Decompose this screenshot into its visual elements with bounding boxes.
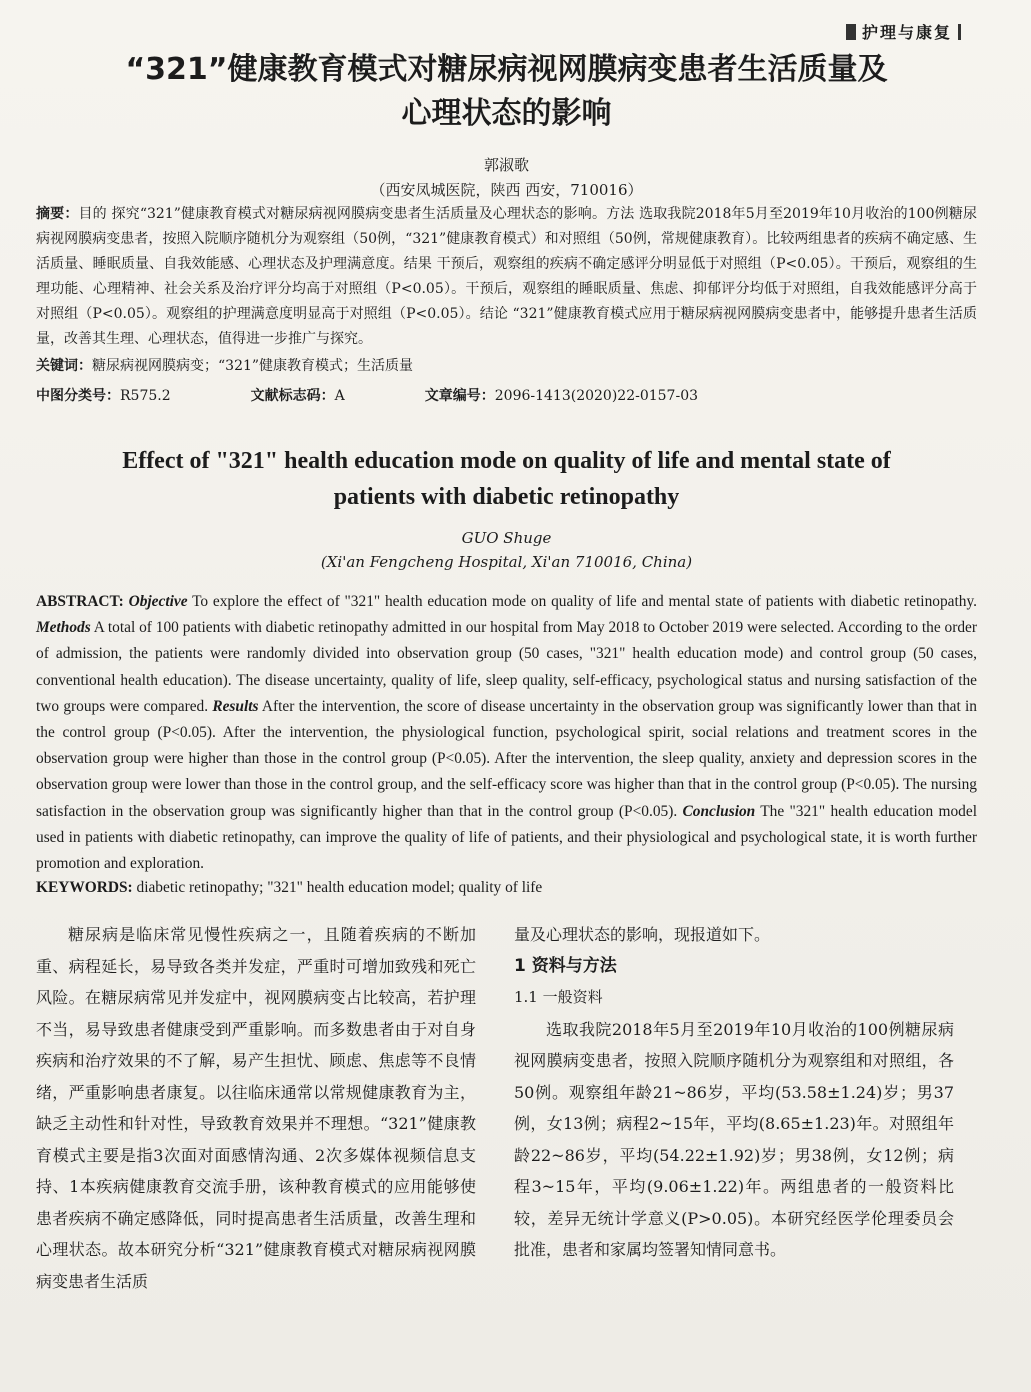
chinese-keywords-text: 糖尿病视网膜病变；“321”健康教育模式；生活质量	[92, 358, 414, 374]
english-keywords-label: KEYWORDS:	[36, 879, 133, 897]
chinese-keywords	[36, 354, 977, 379]
english-abstract	[36, 589, 977, 877]
clc-value: R575.2	[120, 388, 171, 404]
doc-code-label: 文献标志码：	[250, 388, 335, 404]
objective-text: To explore the effect of "321" health education mode on quality of life and mental state of patients with diabetic retinopathy.	[192, 593, 977, 610]
section-tag: 护理与康复	[846, 20, 961, 43]
doc-code-value: A	[334, 388, 345, 404]
intro-paragraph: 糖尿病是临床常见慢性疾病之一，且随着疾病的不断加重、病程延长，易导致各类并发症，严重时可增加致残和死亡风险。在糖尿病常见并发症中，视网膜病变占比较高，若护理不当，易导致患者健康受到严重影响。而多数患者由于对自身疾病和治疗效果的不了解，易产生担忧、顾虑、焦虑等不良情绪，严重影响患者康复。以往临床通常以常规健康教育为主，缺乏主动性和针对性，导致教育效果并不理想。“321”健康教育模式主要是指3次面对面感情沟通、2次多媒体视频信息支持、1本疾病健康教育交流手册，该种教育模式的应用能够使患者疾病不确定感降低，同时提高患者生活质量，改善生理和心理状态。故本研究分析“321”健康教育模式对糖尿病视网膜病变患者生活质	[36, 925, 476, 1291]
english-title-line2: patients with diabetic retinopathy	[333, 484, 680, 510]
chinese-abstract-label: 摘要：	[36, 206, 79, 222]
body-columns	[36, 919, 977, 1297]
english-author: GUO Shuge	[461, 529, 552, 547]
intro-continuation: 量及心理状态的影响，现报道如下。	[514, 925, 771, 945]
english-title	[36, 443, 977, 515]
left-column	[36, 919, 476, 1297]
chinese-title-line2: 心理状态的影响	[401, 96, 612, 131]
methods-label: Methods	[36, 619, 91, 637]
results-text: After the intervention, the score of disease uncertainty in the observation group was significantly lower than that in the control group (P<0.05). After the intervention, the physiological function, psychological spirit, social relations and treatment scores in the observation group were higher than those in the control group (P<0.05). After the intervention, the sleep quality, anxiety and depression scores in the observation group were lower than those in the control group, and the self-efficacy score was higher than that in the control group (P<0.05). The nursing satisfaction in the observation group was significantly higher than that in the control group (P<0.05).	[36, 697, 977, 820]
section-heading-1-1: 1.1 一般资料	[514, 988, 603, 1007]
objective-label: Objective	[128, 593, 188, 610]
english-keywords	[36, 879, 977, 897]
chinese-title-line1: “321”健康教育模式对糖尿病视网膜病变患者生活质量及	[125, 52, 888, 87]
english-title-line1: Effect of "321" health education mode on quality of life and mental state of	[122, 448, 891, 474]
methods-text: A total of 100 patients with diabetic retinopathy admitted in our hospital from May 2018 to October 2019 were selected. According to the order of admission, the patients were randomly divided into observation group (50 cases, "321" health education mode) and control group (50 cases, conventional health education). The disease uncertainty, quality of life, sleep quality, self-efficacy, psychological status and nursing satisfaction of the two groups were compared.	[36, 619, 978, 715]
article-no-value: 2096-1413(2020)22-0157-03	[494, 388, 699, 404]
article-no-label: 文章编号：	[424, 388, 495, 404]
conclusion-label: Conclusion	[682, 802, 756, 820]
chinese-author: 郭淑歌	[483, 156, 529, 174]
english-abstract-label: ABSTRACT:	[36, 593, 124, 610]
section-heading-1: 1 资料与方法	[514, 955, 617, 976]
conclusion-text: The "321" health education model used in patients with diabetic retinopathy, can improve the quality of life of patients, and their physiological and psychological state, it is worth further promotion and exploration.	[36, 802, 977, 873]
chinese-keywords-label: 关键词：	[36, 358, 92, 374]
english-keywords-text: diabetic retinopathy; "321" health education model; quality of life	[136, 879, 543, 897]
chinese-abstract-text: 目的 探究“321”健康教育模式对糖尿病视网膜病变患者生活质量及心理状态的影响。方法 选取我院2018年5月至2019年10月收治的100例糖尿病视网膜病变患者，按照入院顺序随机分为观察组（50例，“321”健康教育模式）和对照组（50例，常规健康教育）。比较两组患者的疾病不确定感、生活质量、睡眠质量、自我效能感、心理状态及护理满意度。结果 干预后，观察组的疾病不确定感评分明显低于对照组（P<0.05）。干预后，观察组的生理功能、心理精神、社会关系及治疗评分均高于对照组（P<0.05）。干预后，观察组的睡眠质量、焦虑、抑郁评分均低于对照组，自我效能感评分高于对照组（P<0.05）。观察组的护理满意度明显高于对照组（P<0.05）。结论 “321”健康教育模式应用于糖尿病视网膜病变患者中，能够提升患者生活质量，改善其生理、心理状态，值得进一步推广与探究。	[36, 206, 978, 347]
chinese-title	[36, 48, 977, 136]
article-meta	[36, 385, 977, 405]
chinese-abstract	[36, 202, 977, 352]
clc-label: 中图分类号：	[36, 388, 120, 404]
results-label: Results	[212, 697, 259, 715]
general-data-paragraph: 选取我院2018年5月至2019年10月收治的100例糖尿病视网膜病变患者，按照入院顺序随机分为观察组和对照组，各50例。观察组年龄21~86岁，平均(53.58±1.24)岁；男37例，女13例；病程2~15年，平均(8.65±1.23)年。对照组年龄22~86岁，平均(54.22±1.92)岁；男38例，女12例；病程3~15年，平均(9.06±1.22)年。两组患者的一般资料比较，差异无统计学意义(P>0.05)。本研究经医学伦理委员会批准，患者和家属均签署知情同意书。	[514, 1019, 954, 1260]
right-column	[514, 919, 954, 1297]
english-affiliation: (Xi'an Fengcheng Hospital, Xi'an 710016, China)	[320, 553, 693, 571]
chinese-affiliation: （西安凤城医院，陕西 西安，710016）	[370, 181, 643, 199]
